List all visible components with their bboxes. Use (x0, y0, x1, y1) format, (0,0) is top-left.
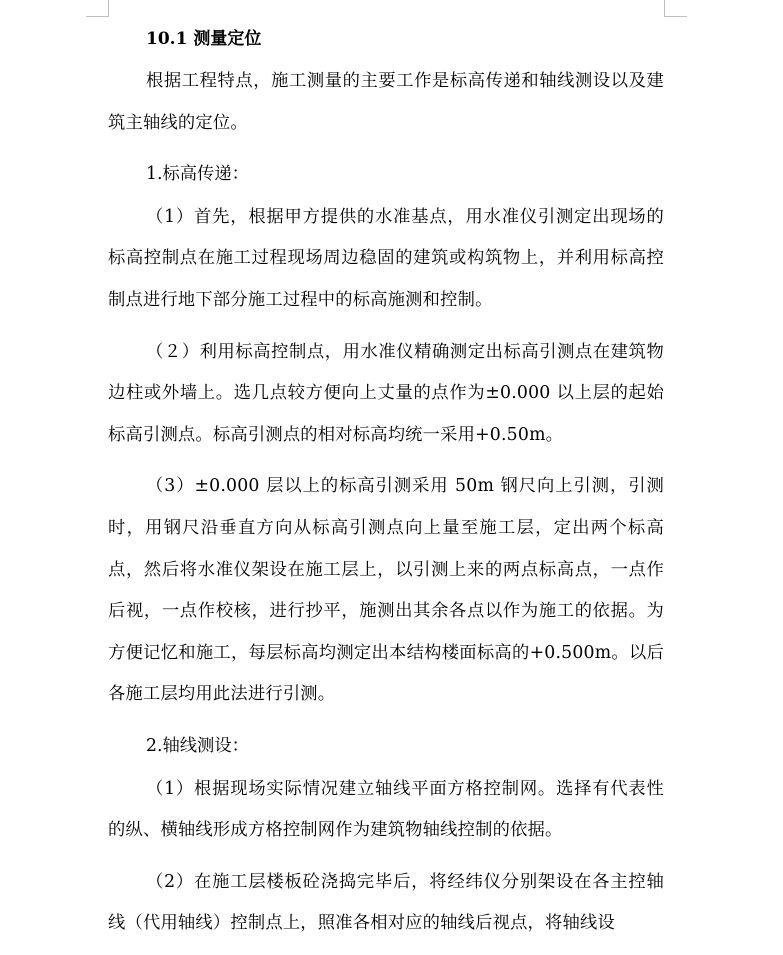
elevation-item-1: （1）首先，根据甲方提供的水准基点，用水准仪引测定出现场的标高控制点在施工过程现场周边稳固的建筑或构筑物上，并利用标高控制点进行地下部分施工过程中的标高施测和控制。 (108, 206, 664, 310)
document-body (108, 22, 664, 955)
axis-heading: 2.轴线测设： (146, 735, 249, 756)
elevation-heading: 1.标高传递： (146, 164, 249, 185)
crop-mark-top-left (86, 0, 109, 17)
axis-item-1: （1）根据现场实际情况建立轴线平面方格控制网。选择有代表性的纵、横轴线形成方格控制网作为建筑物轴线控制的依据。 (108, 778, 664, 841)
intro-paragraph: 根据工程特点，施工测量的主要工作是标高传递和轴线测设以及建筑主轴线的定位。 (108, 71, 664, 133)
crop-mark-top-right (664, 0, 687, 17)
axis-item-2: （2）在施工层楼板砼浇捣完毕后，将经纬仪分别架设在各主控轴线（代用轴线）控制点上，照准各相对应的轴线后视点，将轴线设 (108, 871, 664, 934)
elevation-item-2: （２）利用标高控制点，用水准仪精确测定出标高引测点在建筑物边柱或外墙上。选几点较方便向上丈量的点作为±0.000 以上层的起始标高引测点。标高引测点的相对标高均统一采用+0.50m。 (108, 341, 664, 445)
elevation-item-3: （3）±0.000 层以上的标高引测采用 50m 钢尺向上引测，引测时，用钢尺沿垂直方向从标高引测点向上量至施工层，定出两个标高点，然后将水准仪架设在施工层上，以引测上来的两点标高点，一点作后视，一点作校核，进行抄平，施测出其余各点以作为施工的依据。为方便记忆和施工，每层标高均测定出本结构楼面标高的+0.500m。以后各施工层均用此法进行引测。 (108, 476, 664, 705)
section-title: 10.1 测量定位 (146, 29, 262, 49)
